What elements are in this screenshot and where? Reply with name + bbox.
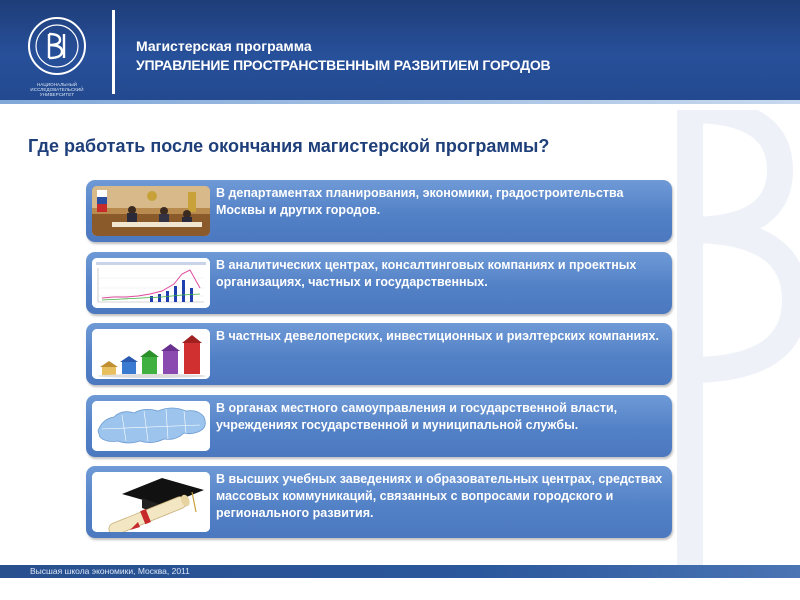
footer-bar bbox=[0, 565, 800, 578]
career-item-5-text: В высших учебных заведениях и образовательных центрах, средствах массовых коммуникаций, связанных с вопросами городского и регионального развития. bbox=[216, 472, 663, 520]
career-item-3 bbox=[86, 323, 672, 385]
career-item-5 bbox=[86, 466, 672, 538]
graduation-cap-diploma-icon bbox=[92, 472, 210, 532]
career-item-1-text: В департаментах планирования, экономики, градостроительства Москвы и других городов. bbox=[216, 186, 624, 217]
hse-logo-icon bbox=[14, 16, 100, 78]
header-separator bbox=[0, 100, 800, 104]
career-item-1 bbox=[86, 180, 672, 242]
logo-caption: НАЦИОНАЛЬНЫЙ ИССЛЕДОВАТЕЛЬСКИЙ УНИВЕРСИТЕТ bbox=[30, 82, 84, 97]
growing-houses-icon bbox=[92, 329, 210, 379]
analytics-chart-icon bbox=[92, 258, 210, 308]
meeting-photo-icon bbox=[92, 186, 210, 236]
header-divider bbox=[112, 10, 115, 94]
career-item-4 bbox=[86, 395, 672, 457]
career-item-2 bbox=[86, 252, 672, 314]
header-banner bbox=[0, 0, 800, 100]
career-item-3-text: В частных девелоперских, инвестиционных и риэлтерских компаниях. bbox=[216, 329, 659, 343]
russia-map-icon bbox=[92, 401, 210, 451]
career-item-2-text: В аналитических центрах, консалтинговых компаниях и проектных организациях, частных и государственных. bbox=[216, 258, 637, 289]
program-label: Магистерская программа bbox=[136, 38, 312, 54]
footer-text: Высшая школа экономики, Москва, 2011 bbox=[30, 566, 190, 576]
hse-logo bbox=[14, 16, 100, 97]
logo-watermark bbox=[670, 110, 800, 570]
page-question: Где работать после окончания магистерской программы? bbox=[28, 136, 550, 156]
program-name: УПРАВЛЕНИЕ ПРОСТРАНСТВЕННЫМ РАЗВИТИЕМ ГОРОДОВ bbox=[136, 57, 551, 73]
career-item-4-text: В органах местного самоуправления и государственной власти, учреждениях государственной и муниципальной службы. bbox=[216, 401, 618, 432]
